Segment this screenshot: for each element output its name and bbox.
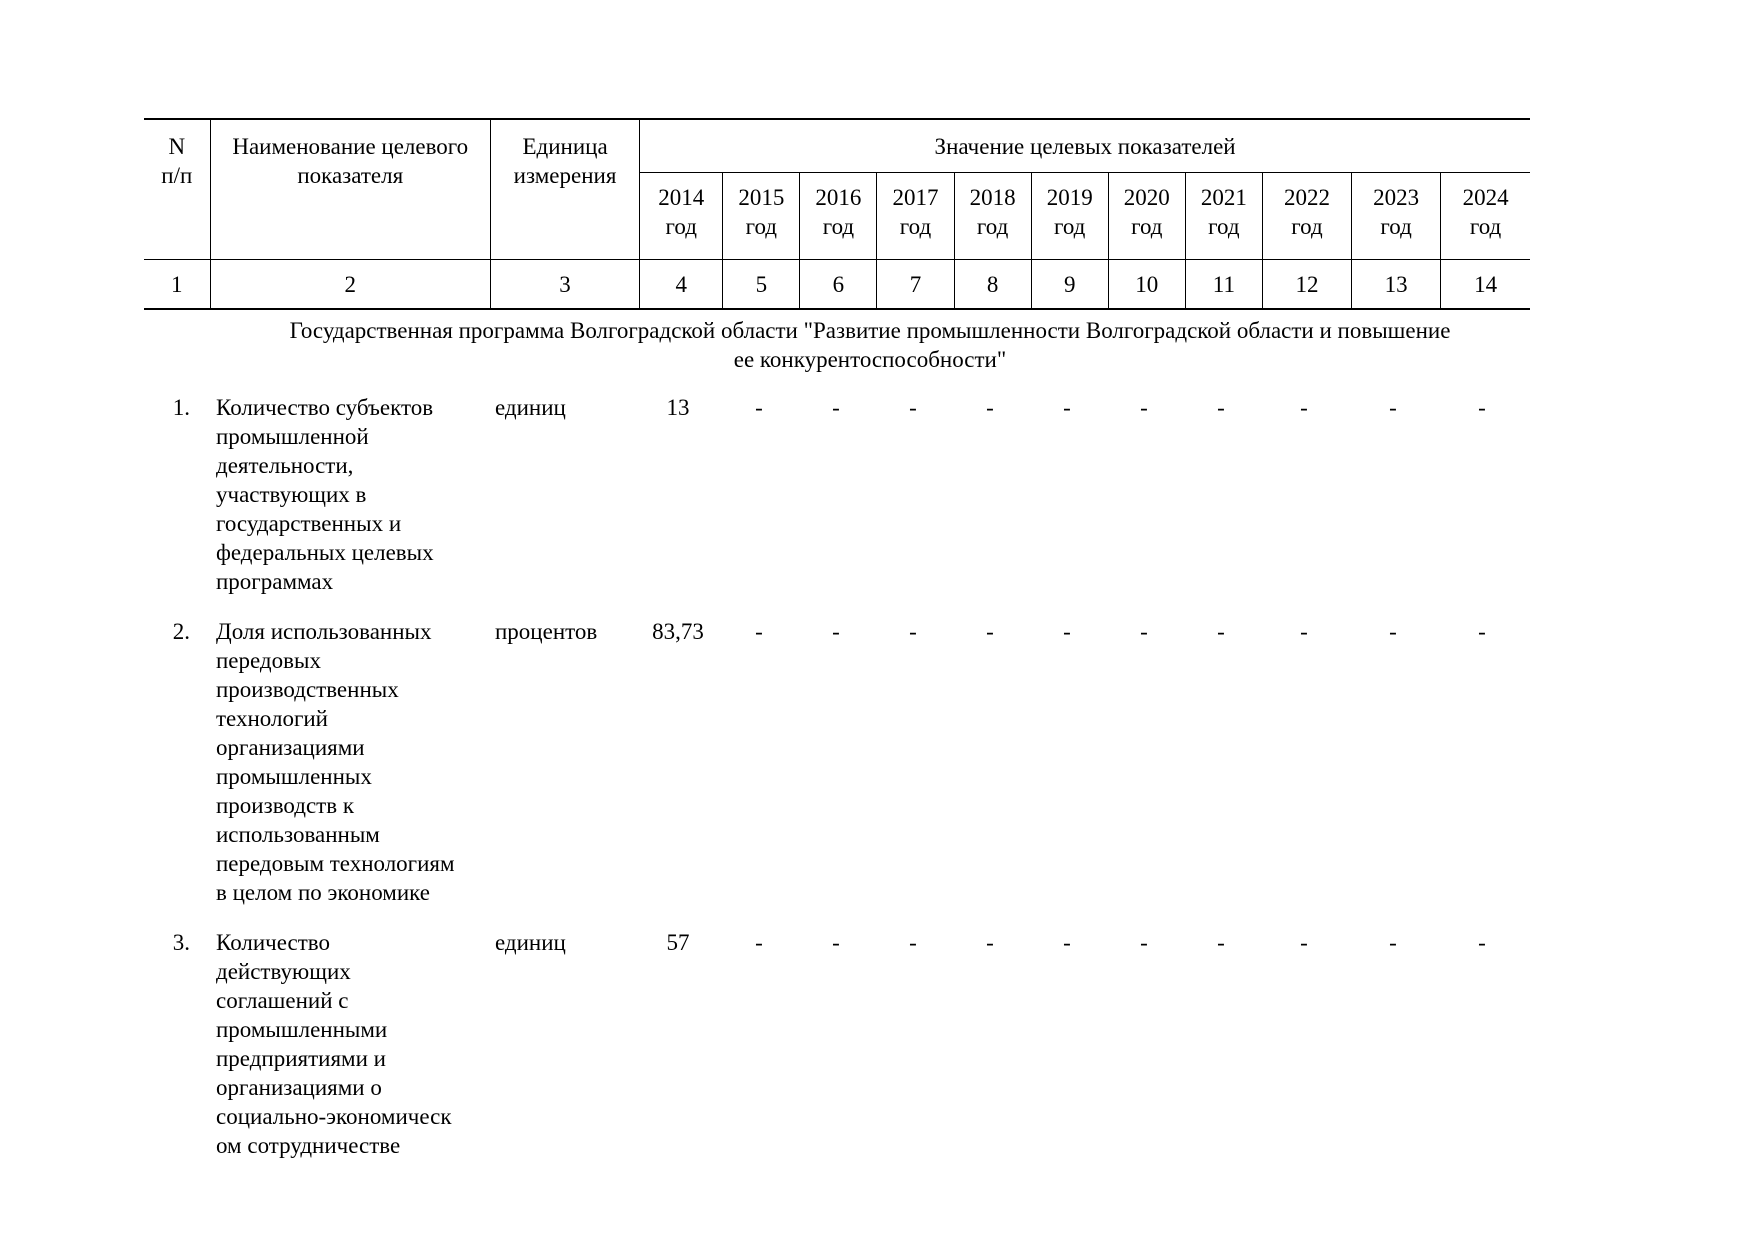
value-2023: - (1389, 619, 1397, 644)
header-year-2022: 2022 год (1262, 173, 1351, 260)
indicator-name: Доля использованных передовых производственных технологий организациями промышленных производств к использованным передовым технологиям в целом по экономике (216, 619, 455, 905)
value-2022: - (1300, 619, 1308, 644)
column-number-11: 11 (1185, 260, 1262, 310)
column-number-10: 10 (1108, 260, 1185, 310)
value-2018: - (986, 619, 994, 644)
value-2015: - (755, 395, 763, 420)
value-2017: - (909, 395, 917, 420)
header-year-2024: 2024 год (1441, 173, 1530, 260)
value-2021: - (1217, 395, 1225, 420)
column-number-9: 9 (1031, 260, 1108, 310)
value-2023: - (1389, 395, 1397, 420)
header-cell-number: N п/п (144, 119, 210, 260)
value-2022: - (1300, 395, 1308, 420)
value-2021: - (1217, 619, 1225, 644)
value-2020: - (1140, 395, 1148, 420)
column-number-7: 7 (877, 260, 954, 310)
value-2014: 57 (666, 930, 690, 955)
column-number-4: 4 (640, 260, 723, 310)
column-number-2: 2 (210, 260, 490, 310)
header-year-2016: 2016 год (800, 173, 877, 260)
column-number-13: 13 (1352, 260, 1441, 310)
value-2020: - (1140, 930, 1148, 955)
value-2024: - (1478, 395, 1486, 420)
column-number-8: 8 (954, 260, 1031, 310)
indicator-name: Количество действующих соглашений с промышленными предприятиями и организациями о социально-экономическ ом сотрудничестве (216, 930, 452, 1158)
value-2018: - (986, 395, 994, 420)
indicator-table-header (144, 118, 1530, 310)
value-2017: - (909, 619, 917, 644)
value-2022: - (1300, 930, 1308, 955)
header-year-2021: 2021 год (1185, 173, 1262, 260)
header-cell-name: Наименование целевого показателя (210, 119, 490, 260)
value-2023: - (1389, 930, 1397, 955)
value-2019: - (1063, 619, 1071, 644)
value-2019: - (1063, 930, 1071, 955)
value-2015: - (755, 619, 763, 644)
value-2016: - (832, 395, 840, 420)
row-number: 3. (172, 930, 190, 955)
header-year-2017: 2017 год (877, 173, 954, 260)
header-year-2020: 2020 год (1108, 173, 1185, 260)
column-number-14: 14 (1441, 260, 1530, 310)
value-2014: 13 (666, 395, 690, 420)
header-cell-unit: Единица измерения (490, 119, 639, 260)
indicator-unit: единиц (495, 930, 566, 955)
value-2018: - (986, 930, 994, 955)
value-2021: - (1217, 930, 1225, 955)
header-cell-values: Значение целевых показателей (640, 119, 1530, 173)
header-year-2018: 2018 год (954, 173, 1031, 260)
value-2020: - (1140, 619, 1148, 644)
column-number-5: 5 (723, 260, 800, 310)
header-year-2015: 2015 год (723, 173, 800, 260)
value-2024: - (1478, 619, 1486, 644)
column-number-12: 12 (1262, 260, 1351, 310)
indicator-name: Количество субъектов промышленной деятельности, участвующих в государственных и федеральных целевых программах (216, 395, 434, 594)
column-number-1: 1 (144, 260, 210, 310)
program-title: Государственная программа Волгоградской области "Развитие промышленности Волгоградской области и повышение ее конкурентоспособности" (289, 318, 1451, 372)
value-2014: 83,73 (652, 619, 704, 644)
column-number-6: 6 (800, 260, 877, 310)
value-2015: - (755, 930, 763, 955)
indicator-unit: процентов (495, 619, 598, 644)
value-2016: - (832, 619, 840, 644)
value-2019: - (1063, 395, 1071, 420)
row-number: 2. (172, 619, 190, 644)
value-2024: - (1478, 930, 1486, 955)
header-year-2023: 2023 год (1352, 173, 1441, 260)
value-2017: - (909, 930, 917, 955)
indicator-unit: единиц (495, 395, 566, 420)
header-year-2014: 2014 год (640, 173, 723, 260)
row-number: 1. (172, 395, 190, 420)
header-year-2019: 2019 год (1031, 173, 1108, 260)
value-2016: - (832, 930, 840, 955)
column-number-3: 3 (490, 260, 639, 310)
